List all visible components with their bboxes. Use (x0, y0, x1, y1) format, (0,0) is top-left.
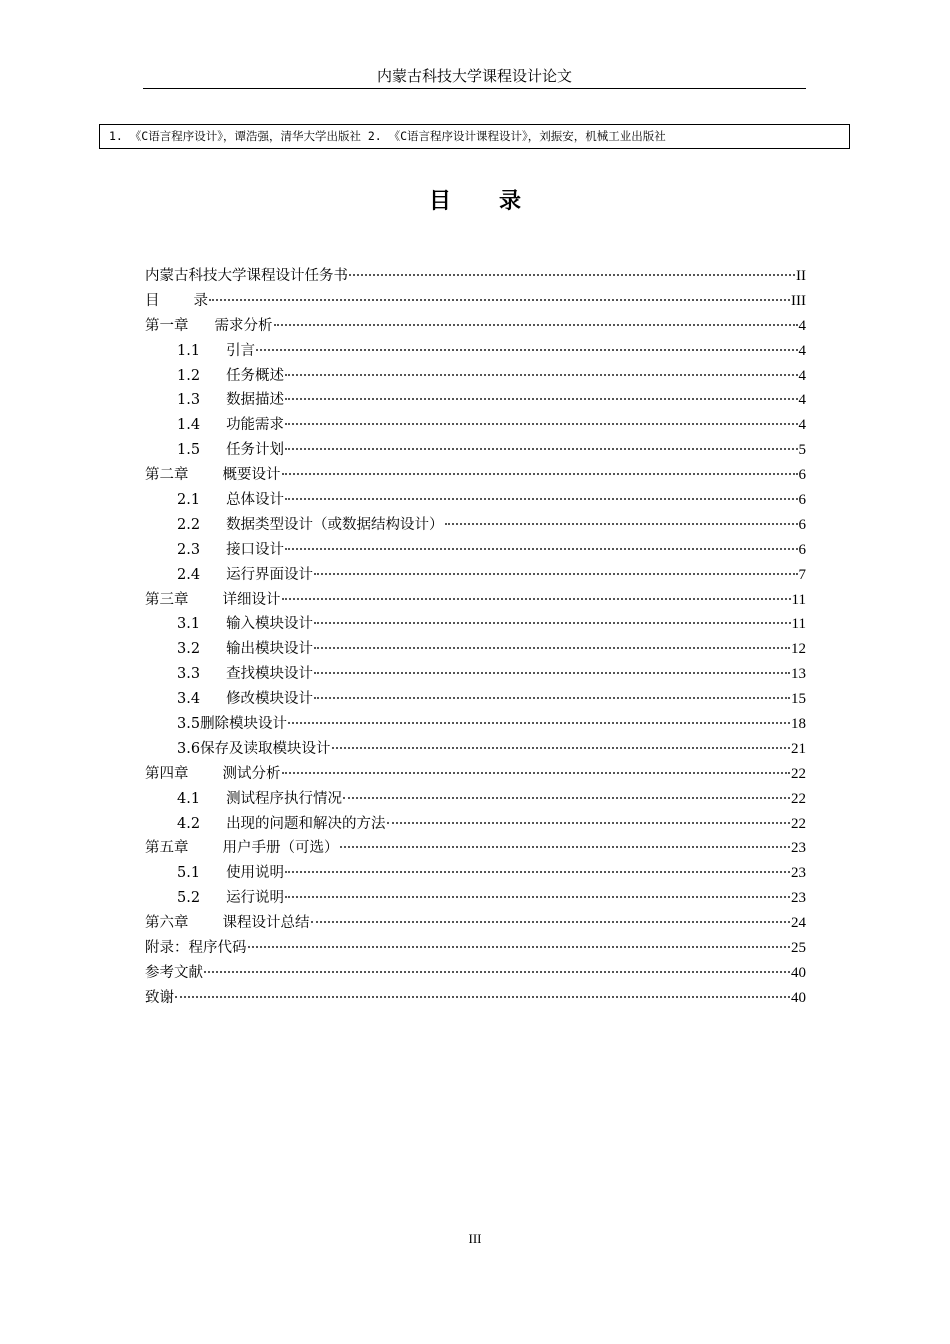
toc-entry[interactable] (145, 986, 806, 1011)
toc-entry-number: 1.3 (177, 392, 201, 409)
toc-entry-number: 目 (145, 292, 160, 309)
toc-entry-text: 致谢 (145, 989, 174, 1006)
toc-leader-dots (282, 471, 798, 475)
toc-entry-page: 6 (798, 467, 806, 484)
toc-leader-dots (288, 720, 790, 724)
toc-entry-label (177, 662, 313, 687)
toc-entry-label (177, 787, 342, 812)
toc-entry-number: 1.4 (177, 417, 201, 434)
toc-entry-text: 数据类型设计（或数据结构设计） (226, 516, 444, 533)
toc-entry-text: 录 (193, 292, 208, 309)
toc-entry-number: 第五章 (145, 840, 189, 857)
toc-entry-page: 11 (791, 616, 806, 633)
toc-entry[interactable] (145, 787, 806, 812)
table-of-contents (145, 264, 806, 1011)
toc-entry-page: 4 (798, 367, 806, 384)
header-rule (143, 88, 806, 89)
toc-entry-label (177, 812, 386, 837)
toc-leader-dots (256, 347, 797, 351)
toc-entry-text: 出现的问题和解决的方法 (226, 815, 386, 832)
toc-entry[interactable] (145, 563, 806, 588)
toc-entry-number: 第四章 (145, 765, 189, 782)
toc-entry-label (177, 637, 313, 662)
toc-entry-label (177, 364, 284, 389)
toc-entry-label (145, 264, 348, 289)
toc-leader-dots (314, 571, 797, 575)
toc-entry[interactable] (145, 737, 806, 762)
toc-leader-dots (204, 969, 790, 973)
toc-entry-text: 测试程序执行情况 (226, 790, 343, 807)
toc-entry[interactable] (145, 488, 806, 513)
toc-leader-dots (340, 844, 791, 848)
toc-leader-dots (314, 620, 790, 624)
toc-entry-text: 参考文献 (145, 964, 203, 981)
toc-entry-text: 功能需求 (226, 417, 285, 434)
toc-entry-number: 1.2 (177, 367, 201, 384)
toc-entry-label (177, 886, 284, 911)
toc-entry-label (177, 488, 284, 513)
toc-leader-dots (311, 919, 791, 923)
toc-entry-label (177, 413, 284, 438)
toc-entry-text: 引言 (226, 342, 256, 359)
toc-entry[interactable] (145, 438, 806, 463)
toc-entry-page: 6 (798, 516, 806, 533)
toc-entry[interactable] (145, 812, 806, 837)
toc-entry-page: III (791, 292, 806, 309)
toc-entry-page: 25 (791, 940, 806, 957)
toc-entry-page: 22 (791, 815, 806, 832)
toc-entry-text: 查找模块设计 (226, 666, 314, 683)
toc-leader-dots (248, 944, 791, 948)
toc-entry-number: 2.1 (177, 492, 201, 509)
toc-entry-label (177, 538, 284, 563)
toc-entry[interactable] (145, 413, 806, 438)
toc-leader-dots (332, 745, 790, 749)
toc-entry-page: 23 (791, 890, 806, 907)
toc-entry-label (145, 936, 247, 961)
toc-leader-dots (445, 521, 798, 525)
toc-entry-label (177, 861, 284, 886)
toc-entry[interactable] (145, 612, 806, 637)
toc-entry-number: 第一章 (145, 317, 189, 334)
toc-entry-page: 7 (798, 566, 806, 583)
toc-entry[interactable] (145, 513, 806, 538)
toc-entry-label (177, 438, 284, 463)
toc-entry-text: 课程设计总结 (222, 915, 310, 932)
toc-entry-number: 第三章 (145, 591, 189, 608)
toc-leader-dots (282, 770, 791, 774)
toc-entry-number: 5.2 (177, 890, 201, 907)
toc-entry-label (177, 563, 313, 588)
toc-entry[interactable] (145, 911, 806, 936)
toc-entry-page: 24 (791, 915, 806, 932)
toc-leader-dots (285, 396, 797, 400)
toc-entry-label (145, 762, 281, 787)
toc-entry[interactable] (145, 289, 806, 314)
toc-entry-label (177, 737, 331, 762)
toc-entry-number: 3.6 (177, 740, 201, 757)
toc-leader-dots (285, 546, 797, 550)
toc-entry-page: 12 (791, 641, 806, 658)
toc-leader-dots (285, 446, 797, 450)
toc-entry-number: 4.2 (177, 815, 201, 832)
toc-entry-text: 输入模块设计 (226, 616, 314, 633)
toc-entry-page: 4 (798, 392, 806, 409)
toc-entry-label (145, 289, 208, 314)
toc-entry-page: 4 (798, 417, 806, 434)
toc-entry-number: 5.1 (177, 865, 201, 882)
toc-leader-dots (349, 272, 795, 276)
toc-entry[interactable] (145, 463, 806, 488)
toc-leader-dots (285, 869, 790, 873)
toc-entry-page: 6 (798, 492, 806, 509)
toc-entry[interactable] (145, 687, 806, 712)
toc-entry-label (145, 961, 203, 986)
toc-entry-number: 第六章 (145, 915, 189, 932)
toc-entry-label (177, 612, 313, 637)
toc-entry-page: 21 (791, 740, 806, 757)
toc-entry-text: 详细设计 (222, 591, 281, 608)
toc-heading-char-1: 目 (428, 189, 451, 214)
toc-entry-number: 3.3 (177, 666, 201, 683)
toc-entry-page: 4 (798, 342, 806, 359)
page-number: III (468, 1231, 482, 1246)
toc-leader-dots (285, 496, 797, 500)
toc-entry-page: 4 (798, 317, 806, 334)
toc-entry[interactable] (145, 364, 806, 389)
toc-entry-text: 运行说明 (226, 890, 285, 907)
toc-entry-page: 23 (791, 840, 806, 857)
toc-entry-text: 保存及读取模块设计 (200, 740, 331, 757)
toc-entry-label (145, 463, 281, 488)
toc-entry-number: 3.1 (177, 616, 201, 633)
toc-leader-dots (274, 322, 798, 326)
toc-leader-dots (314, 670, 790, 674)
toc-entry-text: 需求分析 (214, 317, 273, 334)
toc-entry-text: 任务概述 (226, 367, 285, 384)
toc-entry-page: 40 (791, 964, 806, 981)
toc-leader-dots (387, 820, 790, 824)
toc-entry-number: 3.4 (177, 691, 201, 708)
toc-entry-text: 概要设计 (222, 467, 281, 484)
toc-leader-dots (285, 421, 797, 425)
toc-entry-page: 11 (791, 591, 806, 608)
toc-entry-page: II (796, 268, 806, 284)
toc-entry-number: 1.1 (177, 342, 201, 359)
toc-entry-label (177, 712, 287, 737)
toc-leader-dots (314, 695, 790, 699)
toc-entry-number: 第二章 (145, 467, 189, 484)
toc-entry[interactable] (145, 388, 806, 413)
toc-entry-text: 总体设计 (226, 492, 285, 509)
toc-leader-dots (209, 297, 790, 301)
toc-entry[interactable] (145, 861, 806, 886)
toc-entry-text: 删除模块设计 (200, 716, 288, 733)
toc-entry-text: 用户手册（可选） (222, 840, 339, 857)
running-header-title: 内蒙古科技大学课程设计论文 (376, 67, 572, 85)
toc-entry-text: 附录：程序代码 (145, 940, 247, 957)
toc-entry-label (145, 836, 339, 861)
toc-entry-page: 6 (798, 541, 806, 558)
toc-entry-text: 任务计划 (226, 442, 285, 459)
toc-entry-text: 使用说明 (226, 865, 285, 882)
toc-entry[interactable] (145, 339, 806, 364)
toc-entry-number: 4.1 (177, 790, 201, 807)
toc-entry-label (145, 314, 273, 339)
toc-entry[interactable] (145, 961, 806, 986)
toc-entry-page: 40 (791, 989, 806, 1006)
toc-entry-page: 23 (791, 865, 806, 882)
toc-entry-text: 运行界面设计 (226, 566, 314, 583)
toc-entry-text: 内蒙古科技大学课程设计任务书 (145, 268, 348, 284)
toc-heading-char-2: 录 (499, 189, 522, 214)
toc-entry-text: 修改模块设计 (226, 691, 314, 708)
toc-entry-number: 2.3 (177, 541, 201, 558)
toc-entry-number: 3.5 (177, 716, 201, 733)
toc-entry[interactable] (145, 836, 806, 861)
reference-box: 1. 《C语言程序设计》，谭浩强，清华大学出版社 2. 《C语言程序设计课程设计》，刘振安，机械工业出版社 (99, 124, 850, 149)
toc-leader-dots (175, 994, 790, 998)
toc-entry[interactable] (145, 538, 806, 563)
toc-entry-text: 数据描述 (226, 392, 285, 409)
toc-entry-label (177, 388, 284, 413)
toc-entry[interactable] (145, 662, 806, 687)
toc-entry-page: 5 (798, 442, 806, 459)
toc-entry[interactable] (145, 762, 806, 787)
toc-entry-label (145, 588, 281, 613)
toc-entry-label (145, 986, 174, 1011)
toc-leader-dots (285, 372, 797, 376)
toc-leader-dots (343, 795, 790, 799)
toc-entry-text: 输出模块设计 (226, 641, 314, 658)
toc-entry-page: 15 (791, 691, 806, 708)
toc-entry-page: 22 (791, 790, 806, 807)
toc-entry-number: 2.4 (177, 566, 201, 583)
toc-entry[interactable] (145, 264, 806, 289)
toc-entry[interactable] (145, 712, 806, 737)
toc-leader-dots (314, 645, 790, 649)
toc-heading (0, 187, 950, 217)
toc-entry[interactable] (145, 936, 806, 961)
toc-entry-label (145, 911, 310, 936)
toc-leader-dots (285, 894, 790, 898)
toc-leader-dots (282, 596, 791, 600)
toc-entry[interactable] (145, 588, 806, 613)
toc-entry-text: 接口设计 (226, 541, 285, 558)
toc-entry[interactable] (145, 886, 806, 911)
toc-entry-label (177, 513, 444, 538)
toc-entry-page: 22 (791, 765, 806, 782)
toc-entry-page: 18 (791, 716, 806, 733)
toc-entry-page: 13 (791, 666, 806, 683)
toc-entry-number: 1.5 (177, 442, 201, 459)
toc-entry-text: 测试分析 (222, 765, 281, 782)
toc-entry[interactable] (145, 637, 806, 662)
toc-entry-number: 2.2 (177, 516, 201, 533)
toc-entry-label (177, 687, 313, 712)
toc-entry-number: 3.2 (177, 641, 201, 658)
toc-entry-label (177, 339, 255, 364)
toc-entry[interactable] (145, 314, 806, 339)
